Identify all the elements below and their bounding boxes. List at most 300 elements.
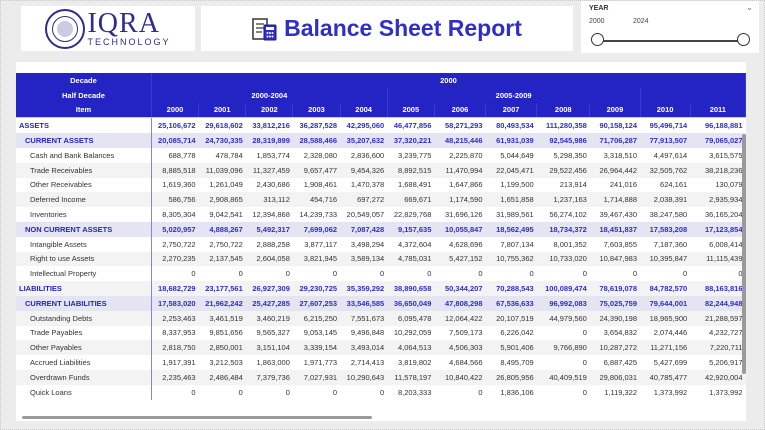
table-cell: 18,682,729 — [151, 281, 198, 296]
table-cell: 100,089,474 — [537, 281, 590, 296]
table-cell: 38,247,580 — [649, 210, 688, 220]
table-cell: 10,847,983 — [590, 252, 640, 267]
table-cell: 47,808,298 — [434, 296, 485, 311]
row-label: Inventories — [16, 207, 151, 222]
table-cell: 2,430,686 — [256, 180, 290, 190]
table-row — [16, 370, 746, 385]
table-cell: 18,965,900 — [640, 311, 690, 326]
table-cell: 6,887,425 — [603, 358, 638, 368]
table-cell: 3,589,134 — [340, 252, 387, 267]
table-cell: 2,074,446 — [653, 328, 688, 338]
table-cell: 31,989,561 — [496, 210, 534, 220]
table-cell: 0 — [191, 269, 196, 279]
table-cell: 31,696,126 — [444, 210, 483, 220]
table-cell: 2,328,080 — [303, 150, 338, 160]
table-cell: 5,492,317 — [246, 222, 293, 237]
year-header[interactable]: 2004 — [340, 103, 387, 118]
table-cell: 2,850,001 — [199, 340, 246, 355]
table-cell: 10,755,362 — [486, 252, 537, 267]
row-label: Trade Receivables — [16, 163, 151, 178]
row-label: Overdrawn Funds — [16, 370, 151, 385]
table-cell: 12,394,868 — [252, 210, 290, 220]
row-label: Intellectual Property — [16, 266, 151, 281]
chevron-down-icon[interactable]: ⌄ — [746, 3, 753, 12]
table-cell: 3,151,104 — [246, 340, 293, 355]
table-row — [16, 222, 746, 237]
table-cell: 4,628,696 — [449, 239, 483, 249]
table-cell: 3,461,519 — [199, 311, 246, 326]
table-cell: 2,235,463 — [151, 370, 198, 385]
table-cell: 11,271,156 — [640, 340, 690, 355]
table-cell: 1,853,774 — [256, 150, 290, 160]
table-cell: 39,467,430 — [599, 210, 638, 220]
table-cell: 10,395,847 — [640, 252, 690, 267]
half-decade-header: 2000-2004 — [151, 88, 387, 103]
table-cell: 0 — [285, 269, 290, 279]
table-row — [16, 192, 746, 207]
table-cell: 2,836,600 — [350, 150, 385, 160]
table-cell: 26,964,442 — [590, 163, 640, 178]
table-cell: 18,734,372 — [537, 222, 590, 237]
table-cell: 3,821,945 — [293, 252, 340, 267]
table-cell: 26,805,956 — [486, 370, 537, 385]
table-cell: 2,137,545 — [199, 252, 246, 267]
table-cell: 3,339,154 — [293, 340, 340, 355]
table-cell: 22,045,471 — [486, 163, 537, 178]
row-label: Cash and Bank Balances — [16, 148, 151, 163]
table-cell: 56,274,102 — [549, 210, 587, 220]
table-cell: 11,327,459 — [246, 163, 293, 178]
table-cell: 28,588,466 — [293, 133, 340, 148]
table-cell: 454,716 — [293, 192, 340, 207]
row-label: Other Receivables — [16, 178, 151, 193]
table-cell: 669,671 — [387, 192, 434, 207]
table-cell: 17,583,208 — [640, 222, 690, 237]
row-label: Quick Loans — [16, 385, 151, 400]
table-cell: 2,750,722 — [209, 239, 243, 249]
table-cell: 79,065,027 — [690, 133, 745, 148]
table-cell: 10,290,643 — [340, 370, 387, 385]
table-cell: 18,562,495 — [486, 222, 537, 237]
row-label: Intangible Assets — [16, 237, 151, 252]
table-cell: 8,203,333 — [398, 387, 432, 397]
table-cell: 1,917,391 — [162, 358, 196, 368]
table-cell: 213,914 — [559, 180, 587, 190]
table-cell: 0 — [582, 328, 587, 338]
table-cell: 0 — [380, 387, 385, 397]
half-decade-header-label: Half Decade — [16, 88, 151, 103]
table-cell: 36,650,049 — [387, 296, 434, 311]
year-header[interactable]: 2001 — [199, 103, 246, 118]
table-cell: 80,493,534 — [496, 121, 534, 131]
half-decade-header — [640, 88, 745, 103]
table-row — [16, 148, 746, 163]
table-row — [16, 118, 746, 133]
table-cell: 6,226,042 — [500, 328, 534, 338]
table-cell: 7,509,173 — [449, 328, 483, 338]
table-cell: 11,470,994 — [434, 163, 485, 178]
table-cell: 33,812,216 — [252, 121, 290, 131]
table-cell: 1,714,888 — [590, 192, 640, 207]
logo-sub-text: TECHNOLOGY — [87, 37, 171, 47]
table-cell: 10,055,847 — [434, 222, 485, 237]
table-cell: 12,064,422 — [434, 311, 485, 326]
year-header[interactable]: 2006 — [434, 103, 485, 118]
table-cell: 3,615,575 — [709, 150, 743, 160]
table-cell: 21,288,597 — [690, 311, 745, 326]
table-cell: 1,470,378 — [350, 180, 385, 190]
table-cell: 9,657,477 — [293, 163, 340, 178]
table-cell: 8,337,953 — [162, 328, 196, 338]
table-cell: 35,359,292 — [340, 281, 387, 296]
table-cell: 42,295,060 — [346, 121, 385, 131]
slicer-label: YEAR — [589, 5, 609, 12]
slider-track[interactable] — [596, 40, 742, 42]
year-slicer[interactable] — [581, 1, 759, 53]
year-from-input[interactable]: 2000 — [589, 18, 605, 25]
table-cell: 0 — [582, 387, 587, 397]
table-cell: 0 — [582, 358, 587, 368]
table-cell: 4,888,267 — [199, 222, 246, 237]
table-cell: 40,785,477 — [640, 370, 690, 385]
table-cell: 84,782,570 — [640, 281, 690, 296]
row-label: Right to use Assets — [16, 252, 151, 267]
table-cell: 2,714,413 — [350, 358, 385, 368]
year-header[interactable]: 2007 — [486, 103, 537, 118]
table-row — [16, 311, 746, 326]
table-row — [16, 207, 746, 222]
table-cell: 1,119,322 — [604, 387, 638, 397]
table-cell: 0 — [191, 387, 196, 397]
table-cell: 75,025,759 — [590, 296, 640, 311]
row-label: ASSETS — [16, 118, 151, 133]
table-cell: 18,451,837 — [590, 222, 640, 237]
table-cell: 26,927,309 — [246, 281, 293, 296]
decade-header-value: 2000 — [151, 73, 745, 88]
table-cell: 5,298,350 — [553, 150, 587, 160]
table-cell: 11,115,439 — [690, 252, 745, 267]
table-cell: 90,158,124 — [599, 121, 638, 131]
table-cell: 697,272 — [340, 192, 387, 207]
table-cell: 1,688,491 — [398, 180, 432, 190]
table-cell: 6,008,414 — [709, 239, 743, 249]
table-cell: 23,177,561 — [199, 281, 246, 296]
table-cell: 3,212,503 — [209, 358, 243, 368]
table-cell: 3,239,775 — [398, 150, 432, 160]
table-cell: 2,888,258 — [256, 239, 290, 249]
year-header[interactable]: 2003 — [293, 103, 340, 118]
table-cell: 0 — [285, 387, 290, 397]
item-header-label: Item — [16, 103, 151, 118]
table-cell: 1,619,360 — [162, 180, 196, 190]
table-cell: 96,188,881 — [704, 121, 743, 131]
table-cell: 33,546,585 — [340, 296, 387, 311]
table-row — [16, 266, 746, 281]
table-cell: 1,971,773 — [303, 358, 338, 368]
table-cell: 24,730,335 — [199, 133, 246, 148]
table-cell: 20,549,057 — [346, 210, 385, 220]
table-cell: 1,651,858 — [486, 192, 537, 207]
table-cell: 241,016 — [609, 180, 638, 190]
table-cell: 7,187,360 — [653, 239, 688, 249]
table-cell: 29,230,725 — [293, 281, 340, 296]
table-cell: 35,207,632 — [340, 133, 387, 148]
row-label: CURRENT LIABILITIES — [16, 296, 151, 311]
row-label: Accrued Liabilities — [16, 355, 151, 370]
table-cell: 8,001,352 — [553, 239, 587, 249]
table-cell: 10,292,059 — [393, 328, 432, 338]
table-cell: 1,373,992 — [653, 387, 688, 397]
table-cell: 22,829,768 — [393, 210, 432, 220]
row-label: CURRENT ASSETS — [16, 133, 151, 148]
table-cell: 1,261,049 — [209, 180, 243, 190]
table-cell: 0 — [478, 269, 483, 279]
table-cell: 586,756 — [151, 192, 198, 207]
table-cell: 7,027,931 — [293, 370, 340, 385]
table-cell: 32,505,762 — [640, 163, 690, 178]
table-cell: 4,232,727 — [709, 328, 743, 338]
table-cell: 25,106,672 — [158, 121, 196, 131]
year-header[interactable]: 2010 — [640, 103, 690, 118]
table-row — [16, 163, 746, 178]
table-cell: 5,427,699 — [653, 358, 688, 368]
table-cell: 29,618,602 — [205, 121, 243, 131]
table-row — [16, 281, 746, 296]
table-cell: 71,706,287 — [590, 133, 640, 148]
table-cell: 50,344,207 — [434, 281, 485, 296]
slider-handle-end[interactable] — [737, 33, 750, 46]
table-cell: 1,908,461 — [303, 180, 338, 190]
row-label: NON CURRENT ASSETS — [16, 222, 151, 237]
balance-sheet-table — [16, 73, 746, 400]
year-header[interactable]: 2011 — [690, 103, 745, 118]
year-header[interactable]: 2002 — [246, 103, 293, 118]
table-cell: 2,604,058 — [246, 252, 293, 267]
row-label: Outstanding Debts — [16, 311, 151, 326]
table-cell: 2,818,750 — [151, 340, 198, 355]
table-cell: 6,095,478 — [387, 311, 434, 326]
table-cell: 0 — [332, 387, 338, 397]
table-cell: 29,522,456 — [537, 163, 590, 178]
table-cell: 2,486,484 — [199, 370, 246, 385]
table-cell: 7,551,673 — [340, 311, 387, 326]
table-cell: 3,318,510 — [603, 150, 638, 160]
table-row — [16, 252, 746, 267]
table-cell: 25,427,285 — [246, 296, 293, 311]
table-cell: 27,607,253 — [293, 296, 340, 311]
table-row — [16, 133, 746, 148]
table-cell: 7,807,134 — [500, 239, 534, 249]
table-cell: 1,647,866 — [449, 180, 483, 190]
year-to-input[interactable]: 2024 — [633, 18, 649, 25]
table-cell: 0 — [632, 269, 638, 279]
table-cell: 10,287,272 — [590, 340, 640, 355]
table-cell: 4,684,566 — [449, 358, 483, 368]
table-cell: 8,892,515 — [387, 163, 434, 178]
table-cell: 688,778 — [168, 150, 196, 160]
table-cell: 1,237,163 — [537, 192, 590, 207]
table-cell: 3,654,832 — [603, 328, 638, 338]
table-cell: 2,270,235 — [151, 252, 198, 267]
table-cell: 478,784 — [215, 150, 243, 160]
vertical-scrollbar[interactable] — [742, 134, 746, 374]
table-cell: 3,493,014 — [340, 340, 387, 355]
table-cell: 2,908,865 — [199, 192, 246, 207]
table-cell: 9,454,326 — [340, 163, 387, 178]
table-cell: 9,496,848 — [350, 328, 385, 338]
table-cell: 58,271,293 — [444, 121, 483, 131]
table-row — [16, 385, 746, 400]
table-cell: 24,390,198 — [590, 311, 640, 326]
table-row — [16, 178, 746, 193]
table-cell: 7,220,711 — [690, 340, 745, 355]
table-cell: 5,206,917 — [709, 358, 743, 368]
year-header[interactable]: 2005 — [387, 103, 434, 118]
table-cell: 9,766,890 — [537, 340, 590, 355]
slider-handle-start[interactable] — [591, 33, 604, 46]
table-cell: 0 — [238, 387, 243, 397]
table-cell: 7,699,062 — [293, 222, 340, 237]
table-cell: 38,890,658 — [387, 281, 434, 296]
table-cell: 0 — [427, 269, 432, 279]
matrix-visual — [16, 62, 746, 421]
table-row — [16, 326, 746, 341]
logo-main-text: IQRA — [87, 8, 160, 39]
table-cell: 2,750,722 — [162, 239, 196, 249]
table-cell: 44,979,560 — [537, 311, 590, 326]
table-cell: 3,819,802 — [398, 358, 432, 368]
table-cell: 20,107,519 — [486, 311, 537, 326]
table-cell: 4,506,303 — [434, 340, 485, 355]
table-cell: 8,885,518 — [151, 163, 198, 178]
decade-header-label: Decade — [16, 73, 151, 88]
table-cell: 4,064,513 — [387, 340, 434, 355]
table-cell: 1,373,992 — [709, 387, 743, 397]
table-cell: 38,218,236 — [690, 163, 745, 178]
table-cell: 0 — [238, 269, 243, 279]
horizontal-scrollbar[interactable] — [22, 416, 372, 419]
table-cell: 17,583,020 — [151, 296, 198, 311]
table-cell: 11,039,096 — [199, 163, 246, 178]
table-row — [16, 355, 746, 370]
table-cell: 8,495,709 — [500, 358, 534, 368]
table-cell: 40,409,519 — [537, 370, 590, 385]
table-cell: 92,545,986 — [537, 133, 590, 148]
table-cell: 5,427,152 — [434, 252, 485, 267]
table-cell: 0 — [478, 387, 483, 397]
row-label: Other Payables — [16, 340, 151, 355]
table-cell: 96,992,083 — [537, 296, 590, 311]
table-cell: 79,644,001 — [640, 296, 690, 311]
table-cell: 5,020,957 — [151, 222, 198, 237]
table-cell: 8,305,304 — [162, 210, 196, 220]
table-cell: 2,935,934 — [690, 192, 745, 207]
table-cell: 4,785,031 — [387, 252, 434, 267]
table-cell: 0 — [380, 269, 385, 279]
table-cell: 1,174,590 — [434, 192, 485, 207]
table-cell: 21,962,242 — [199, 296, 246, 311]
table-cell: 4,497,614 — [653, 150, 688, 160]
table-cell: 20,085,714 — [151, 133, 198, 148]
year-header[interactable]: 2009 — [590, 103, 640, 118]
table-cell: 48,215,446 — [434, 133, 485, 148]
table-cell: 28,319,899 — [246, 133, 293, 148]
calculator-report-icon — [252, 16, 278, 42]
table-cell: 313,112 — [246, 192, 293, 207]
table-cell: 46,477,856 — [393, 121, 432, 131]
table-cell: 5,044,649 — [500, 150, 534, 160]
table-cell: 9,053,145 — [303, 328, 338, 338]
table-cell: 70,288,543 — [486, 281, 537, 296]
logo — [21, 6, 195, 51]
table-cell: 1,199,500 — [500, 180, 534, 190]
table-cell: 2,253,463 — [151, 311, 198, 326]
table-cell: 624,161 — [660, 180, 688, 190]
table-cell: 2,225,870 — [449, 150, 483, 160]
table-cell: 10,733,020 — [537, 252, 590, 267]
table-cell: 7,379,736 — [246, 370, 293, 385]
table-cell: 3,877,117 — [304, 239, 338, 249]
table-cell: 67,536,633 — [486, 296, 537, 311]
table-cell: 6,215,250 — [293, 311, 340, 326]
table-cell: 0 — [332, 269, 338, 279]
table-cell: 5,901,406 — [486, 340, 537, 355]
table-cell: 3,498,294 — [350, 239, 385, 249]
table-cell: 4,372,604 — [398, 239, 432, 249]
half-decade-header: 2005-2009 — [387, 88, 640, 103]
table-cell: 0 — [529, 269, 534, 279]
table-row — [16, 340, 746, 355]
table-row — [16, 237, 746, 252]
title-card — [201, 6, 573, 51]
table-cell: 7,603,855 — [603, 239, 638, 249]
table-cell: 88,163,816 — [690, 281, 745, 296]
table-cell: 1,863,000 — [256, 358, 290, 368]
table-cell: 9,851,656 — [209, 328, 243, 338]
table-cell: 2,038,391 — [640, 192, 690, 207]
year-header[interactable]: 2008 — [537, 103, 590, 118]
table-cell: 37,320,221 — [387, 133, 434, 148]
table-cell: 42,920,004 — [690, 370, 745, 385]
table-cell: 3,460,219 — [246, 311, 293, 326]
table-cell: 1,836,106 — [500, 387, 534, 397]
year-header[interactable]: 2000 — [151, 103, 198, 118]
table-cell: 9,042,541 — [209, 210, 243, 220]
table-cell: 130,079 — [715, 180, 743, 190]
table-cell: 9,157,635 — [387, 222, 434, 237]
row-label: Deferred Income — [16, 192, 151, 207]
page-title: Balance Sheet Report — [284, 15, 522, 41]
table-cell: 0 — [683, 269, 688, 279]
table-cell: 36,165,204 — [704, 210, 743, 220]
row-label: Trade Payables — [16, 326, 151, 341]
table-cell: 7,087,428 — [340, 222, 387, 237]
table-cell: 29,806,031 — [590, 370, 640, 385]
table-cell: 61,931,039 — [486, 133, 537, 148]
table-cell: 9,565,327 — [256, 328, 290, 338]
table-cell: 0 — [582, 269, 587, 279]
table-cell: 77,913,507 — [640, 133, 690, 148]
table-cell: 78,619,078 — [590, 281, 640, 296]
table-cell: 11,578,197 — [387, 370, 434, 385]
table-cell: 0 — [738, 269, 743, 279]
logo-emblem-icon — [45, 9, 85, 49]
table-cell: 111,280,358 — [545, 121, 587, 131]
table-row — [16, 296, 746, 311]
table-cell: 17,123,854 — [690, 222, 745, 237]
table-cell: 36,287,528 — [299, 121, 338, 131]
table-cell: 82,244,948 — [690, 296, 745, 311]
